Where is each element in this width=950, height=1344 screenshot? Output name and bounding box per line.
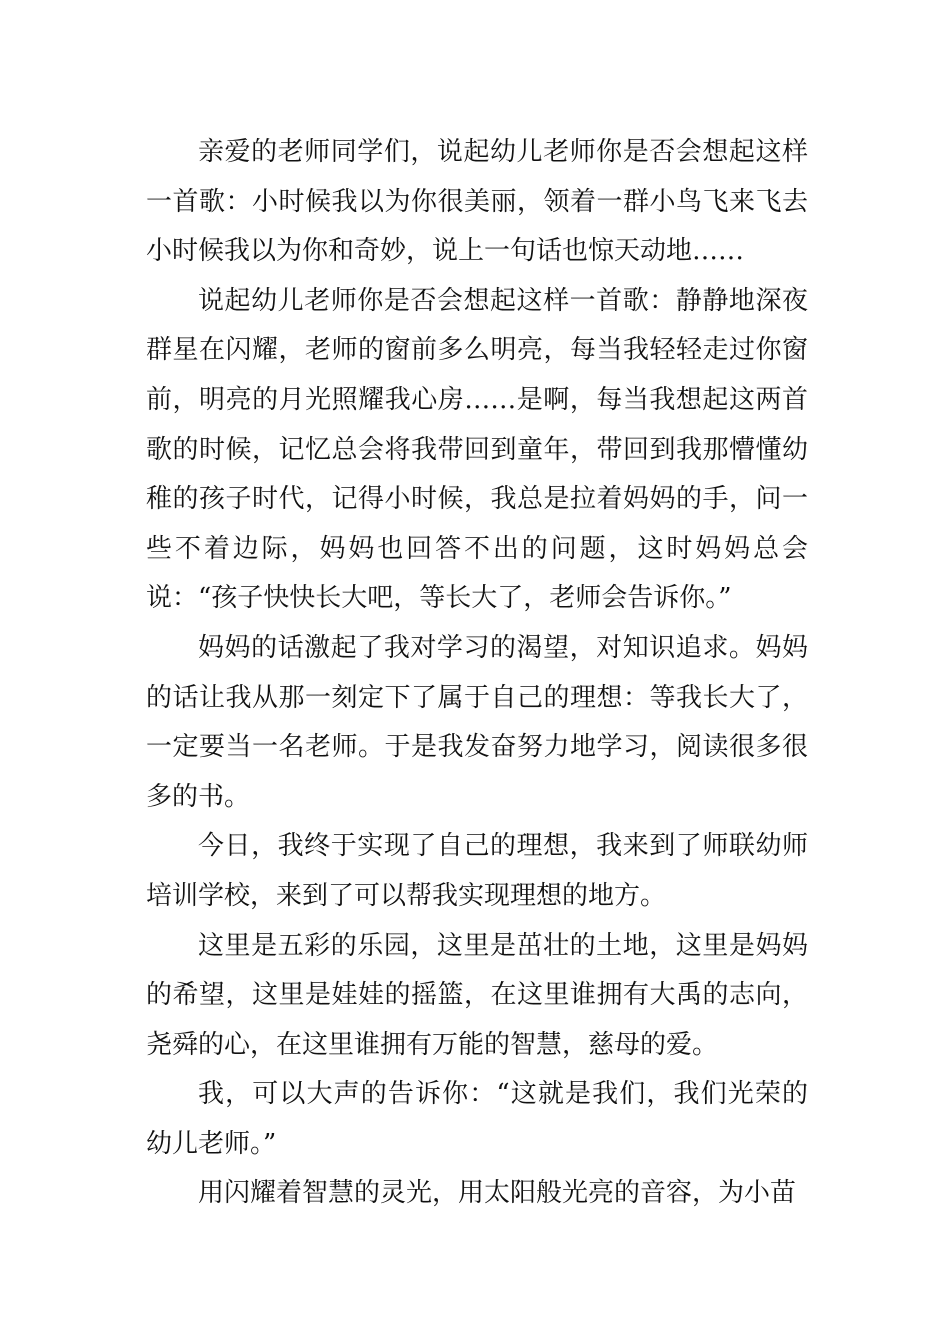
paragraph-5: 这里是五彩的乐园，这里是茁壮的土地，这里是妈妈的希望，这里是娃娃的摇篮，在这里谁拥有大禹的志向，尧舜的心，在这里谁拥有万能的智慧，慈母的爱。: [146, 930, 808, 1060]
paragraph-3: 妈妈的话激起了我对学习的渴望，对知识追求。妈妈的话让我从那一刻定下了属于自己的理想：等我长大了，一定要当一名老师。于是我发奋努力地学习，阅读很多很多的书。: [146, 632, 808, 812]
paragraph-2: 说起幼儿老师你是否会想起这样一首歌：静静地深夜群星在闪耀，老师的窗前多么明亮，每当我轻轻走过你窗前，明亮的月光照耀我心房……是啊，每当我想起这两首歌的时候，记忆总会将我带回到童年，带回到我那懵懂幼稚的孩子时代，记得小时候，我总是拉着妈妈的手，问一些不着边际，妈妈也回答不出的问题，这时妈妈总会说：“孩子快快长大吧，等长大了，老师会告诉你。”: [146, 285, 808, 614]
paragraph-1: 亲爱的老师同学们，说起幼儿老师你是否会想起这样一首歌：小时候我以为你很美丽，领着一群小鸟飞来飞去小时候我以为你和奇妙，说上一句话也惊天动地……: [146, 137, 808, 267]
document-page: [146, 128, 808, 1219]
paragraph-4: 今日，我终于实现了自己的理想，我来到了师联幼师培训学校，来到了可以帮我实现理想的地方。: [146, 831, 808, 911]
paragraph-7: 用闪耀着智慧的灵光，用太阳般光亮的音容，为小苗: [198, 1178, 797, 1209]
paragraph-6: 我，可以大声的告诉你：“这就是我们，我们光荣的幼儿老师。”: [146, 1079, 808, 1159]
